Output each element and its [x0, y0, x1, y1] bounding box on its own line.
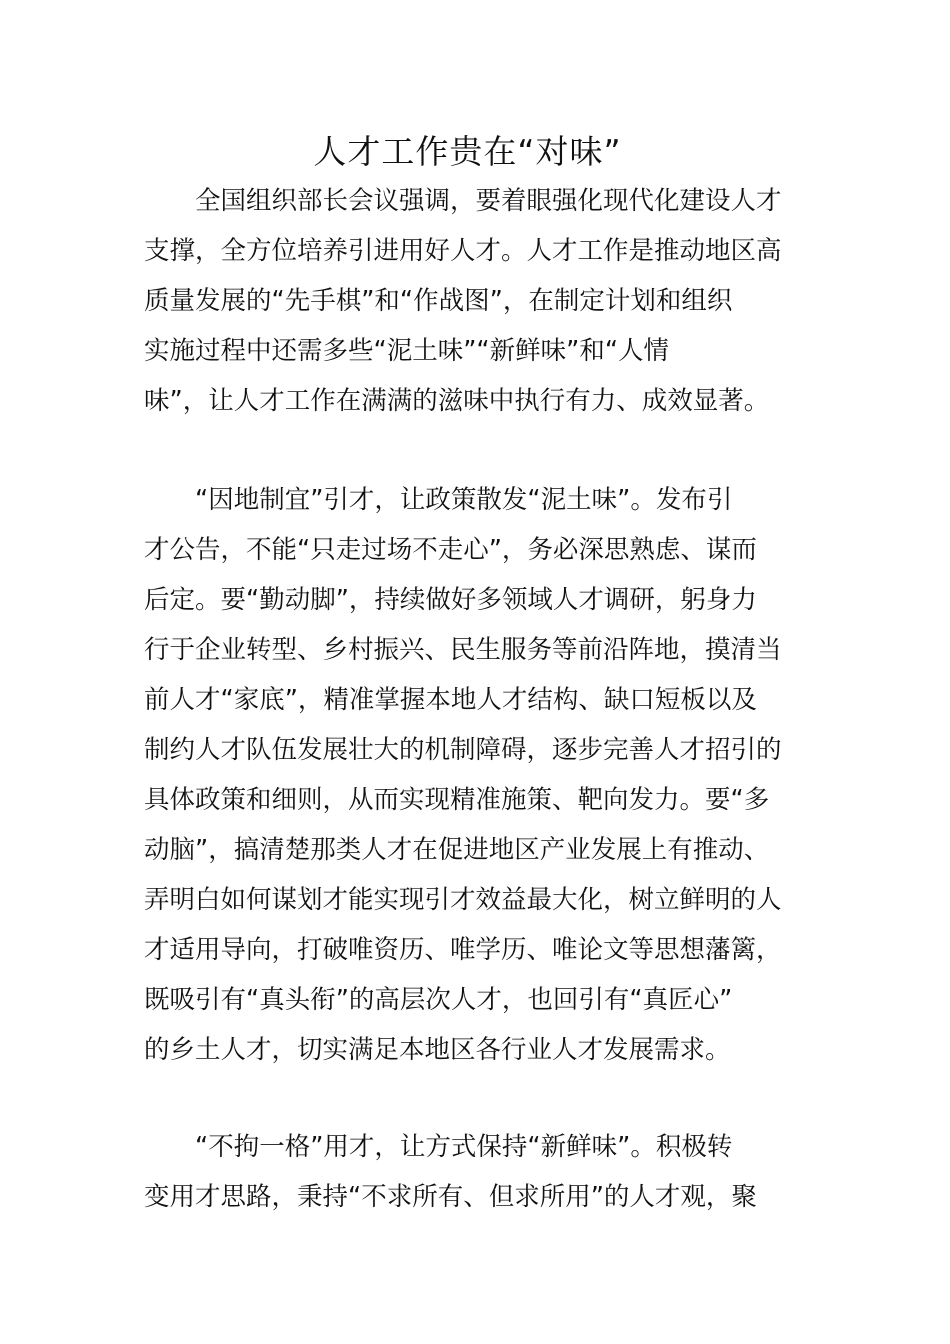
paragraph-line: 具体政策和细则，从而实现精准施策、靶向发力。要“多 [144, 785, 770, 815]
paragraph-line: 的乡土人才，切实满足本地区各行业人才发展需求。 [144, 1035, 731, 1065]
paragraph-2 [144, 475, 824, 1075]
paragraph-line: “不拘一格”用才，让方式保持“新鲜味”。积极转 [144, 1132, 733, 1162]
paragraph-line: 质量发展的“先手棋”和“作战图”，在制定计划和组织 [144, 286, 733, 316]
paragraph-line: 支撑，全方位培养引进用好人才。人才工作是推动地区高 [144, 236, 782, 266]
paragraph-line: 动脑”，搞清楚那类人才在促进地区产业发展上有推动、 [144, 835, 770, 865]
paragraph-line: 后定。要“勤动脚”，持续做好多领域人才调研，躬身力 [144, 585, 757, 615]
paragraph-line: 才公告，不能“只走过场不走心”，务必深思熟虑、谋而 [144, 535, 757, 565]
paragraph-line: 变用才思路，秉持“不求所有、但求所用”的人才观，聚 [144, 1182, 757, 1212]
paragraph-3 [144, 1122, 824, 1222]
paragraph-1 [144, 176, 824, 426]
paragraph-line: 才适用导向，打破唯资历、唯学历、唯论文等思想藩篱， [144, 935, 782, 965]
paragraph-line: 前人才“家底”，精准掌握本地人才结构、缺口短板以及 [144, 685, 757, 715]
paragraph-line: 味”，让人才工作在满满的滋味中执行有力、成效显著。 [144, 386, 770, 416]
paragraph-line: 全国组织部长会议强调，要着眼强化现代化建设人才 [144, 186, 782, 216]
paragraph-line: 制约人才队伍发展壮大的机制障碍，逐步完善人才招引的 [144, 735, 782, 765]
paragraph-line: 行于企业转型、乡村振兴、民生服务等前沿阵地，摸清当 [144, 635, 782, 665]
article-title: 人才工作贵在“对味” [313, 132, 622, 171]
paragraph-line: “因地制宜”引才，让政策散发“泥土味”。发布引 [144, 485, 733, 515]
paragraph-line: 弄明白如何谋划才能实现引才效益最大化，树立鲜明的人 [144, 885, 782, 915]
paragraph-line: 实施过程中还需多些“泥土味”“新鲜味”和“人情 [144, 336, 670, 366]
paragraph-line: 既吸引有“真头衔”的高层次人才，也回引有“真匠心” [144, 985, 733, 1015]
